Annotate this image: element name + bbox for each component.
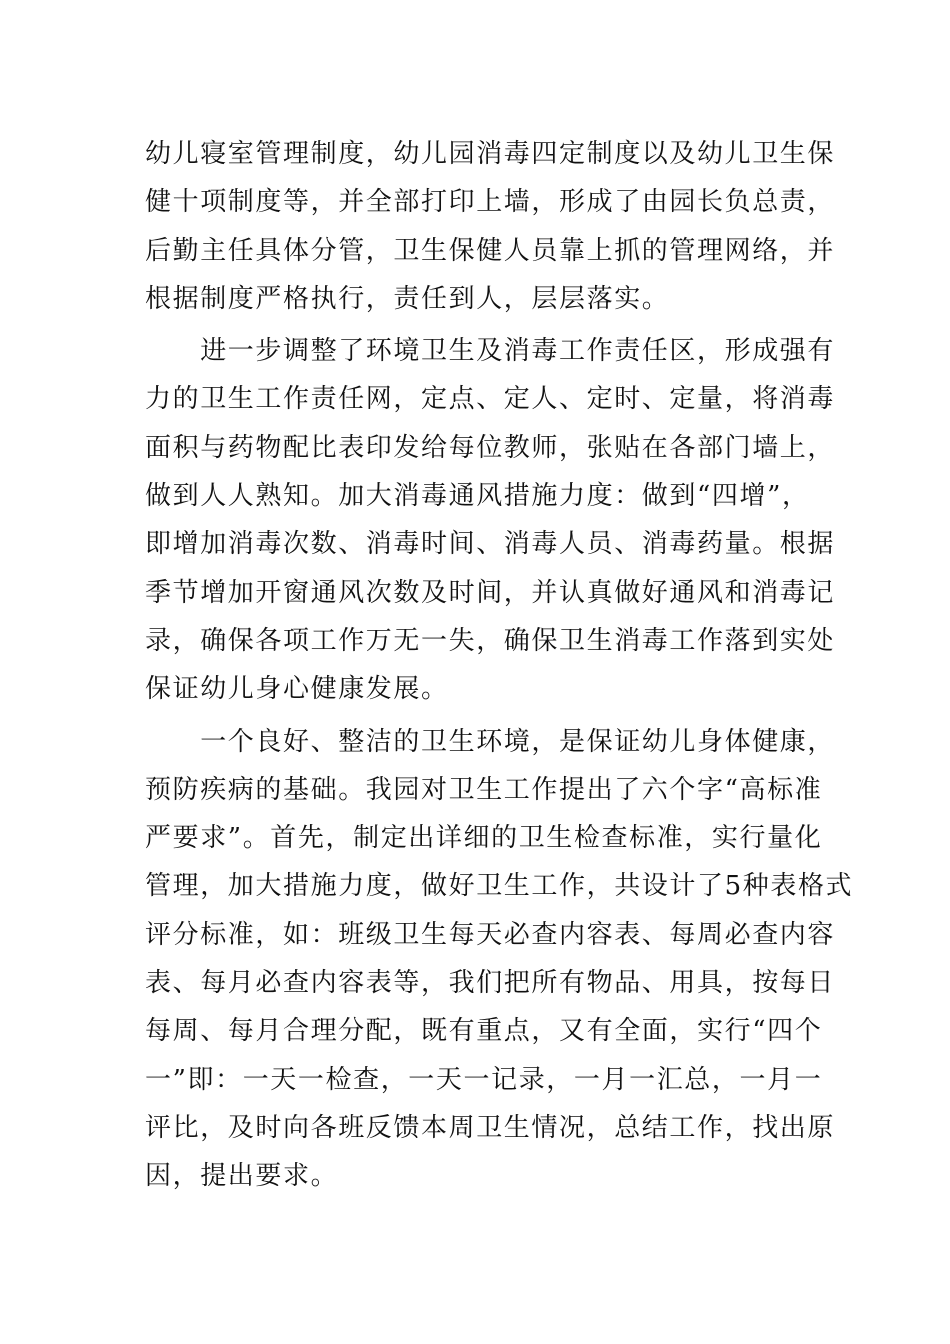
text-line: 一个良好、整洁的卫生环境，是保证幼儿身体健康， — [145, 726, 836, 757]
paragraph — [145, 327, 836, 713]
paragraph — [145, 130, 836, 323]
text-line: 录，确保各项工作万无一失，确保卫生消毒工作落到实处 — [145, 625, 836, 656]
text-line: 评比，及时向各班反馈本周卫生情况，总结工作，找出原 — [145, 1112, 836, 1143]
text-line: 根据制度严格执行，责任到人，层层落实。 — [145, 283, 670, 314]
text-line: 进一步调整了环境卫生及消毒工作责任区，形成强有 — [145, 336, 836, 367]
paragraph — [145, 718, 854, 1201]
text-line: 预防疾病的基础。我园对卫生工作提出了六个字“高标准 — [145, 774, 823, 805]
text-line: 保证幼儿身心健康发展。 — [145, 674, 449, 705]
text-line: 管理，加大措施力度，做好卫生工作，共设计了5种表格式 — [145, 871, 854, 902]
text-line: 评分标准，如：班级卫生每天必查内容表、每周必查内容 — [145, 919, 836, 950]
text-line: 因，提出要求。 — [145, 1161, 339, 1192]
text-line: 一”即：一天一检查，一天一记录，一月一汇总，一月一 — [145, 1064, 823, 1095]
text-line: 幼儿寝室管理制度，幼儿园消毒四定制度以及幼儿卫生保 — [145, 139, 836, 169]
text-line: 即增加消毒次数、消毒时间、消毒人员、消毒药量。根据 — [145, 529, 836, 560]
text-line: 季节增加开窗通风次数及时间，并认真做好通风和消毒记 — [145, 577, 836, 608]
body-text — [145, 130, 854, 1201]
text-line: 面积与药物配比表印发给每位教师，张贴在各部门墙上， — [145, 432, 836, 463]
text-line: 健十项制度等，并全部打印上墙，形成了由园长负总责， — [145, 187, 836, 218]
text-line: 每周、每月合理分配，既有重点，又有全面，实行“四个 — [145, 1016, 823, 1047]
text-line: 做到人人熟知。加大消毒通风措施力度：做到“四增”， — [145, 481, 810, 512]
text-line: 表、每月必查内容表等，我们把所有物品、用具，按每日 — [145, 968, 836, 999]
text-line: 后勤主任具体分管，卫生保健人员靠上抓的管理网络，并 — [145, 235, 836, 266]
text-line: 力的卫生工作责任网，定点、定人、定时、定量，将消毒 — [145, 384, 836, 415]
text-line: 严要求”。首先，制定出详细的卫生检查标准，实行量化 — [145, 823, 823, 854]
